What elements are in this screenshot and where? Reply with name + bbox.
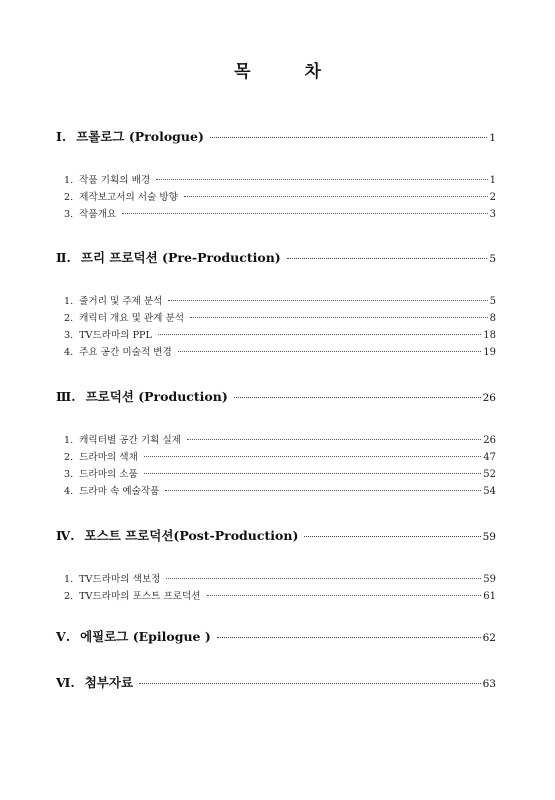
toc-page-number: 26 — [482, 392, 496, 404]
toc-page-number: 19 — [483, 347, 496, 358]
toc-section-entry[interactable] — [64, 206, 496, 220]
toc-entry-label — [64, 172, 150, 186]
toc-entry-text: 작품 기획의 배경 — [79, 175, 151, 186]
toc-entry-label — [56, 673, 133, 691]
toc-entry-label — [64, 206, 116, 220]
toc-entry-label — [64, 571, 160, 585]
toc-entry-text: 캐릭터별 공간 기획 실제 — [79, 435, 181, 446]
toc-entry-text: 첨부자료 — [84, 675, 134, 690]
dot-leader — [144, 456, 481, 457]
toc-section-entry[interactable] — [64, 189, 496, 203]
dot-leader — [287, 258, 488, 259]
toc-entry-text: 프로덕션 (Production) — [85, 389, 228, 404]
toc-entry-label — [56, 387, 228, 405]
toc-entry-number: 4. — [64, 486, 74, 497]
toc-section-entry[interactable] — [64, 588, 496, 602]
toc-entry-number: 2. — [64, 591, 74, 602]
dot-leader — [187, 439, 481, 440]
toc-entry-text: 작품개요 — [79, 209, 117, 220]
toc-entry-text: 캐릭터 개요 및 관계 분석 — [79, 313, 185, 324]
toc-entry-number: 2. — [64, 452, 74, 463]
toc-entry-label — [64, 483, 159, 497]
toc-page-number: 5 — [489, 296, 496, 307]
toc-entry-label — [56, 526, 298, 544]
toc-page-number: 8 — [489, 313, 496, 324]
toc-entry-label — [64, 432, 181, 446]
toc-entry-number: Ⅵ. — [56, 675, 75, 690]
toc-section-entry[interactable] — [64, 466, 496, 480]
dot-leader — [207, 595, 482, 596]
toc-chapter-entry[interactable] — [56, 526, 496, 544]
toc-entry-text: 프리 프로덕션 (Pre-Production) — [80, 250, 281, 265]
toc-entry-number: 2. — [64, 313, 74, 324]
toc-section-entry[interactable] — [64, 293, 496, 307]
toc-entry-text: 드라마 속 예술작품 — [79, 486, 160, 497]
toc-chapter-entry[interactable] — [56, 127, 496, 145]
toc-entry-number: 1. — [64, 435, 74, 446]
dot-leader — [178, 351, 482, 352]
toc-chapter-entry[interactable] — [56, 248, 496, 266]
toc-entry-text: 에필로그 (Epilogue ) — [80, 629, 211, 644]
toc-entry-number: 1. — [64, 175, 74, 186]
dot-leader — [165, 490, 481, 491]
toc-entry-text: 줄거리 및 주제 분석 — [79, 296, 163, 307]
toc-entry-number: 2. — [64, 192, 74, 203]
toc-page-number: 59 — [483, 574, 496, 585]
toc-section-entry[interactable] — [64, 449, 496, 463]
toc-entry-label — [56, 627, 211, 645]
toc-entry-number: Ⅱ. — [56, 250, 71, 265]
toc-entry-text: TV드라마의 포스트 프로덕션 — [79, 591, 201, 602]
toc-entry-text: 제작보고서의 서술 방향 — [79, 192, 178, 203]
toc-entry-text: TV드라마의 PPL — [79, 330, 152, 341]
toc-chapter-entry[interactable] — [56, 387, 496, 405]
toc-entry-number: 3. — [64, 469, 74, 480]
toc-entry-text: 프롤로그 (Prologue) — [76, 129, 204, 144]
toc-page-number: 2 — [489, 192, 496, 203]
toc-section-entry[interactable] — [64, 310, 496, 324]
dot-leader — [234, 397, 481, 398]
toc-entry-label — [64, 310, 184, 324]
toc-page-number: 62 — [482, 632, 496, 644]
toc-entry-number: Ⅲ. — [56, 389, 76, 404]
toc-entry-label — [64, 449, 138, 463]
toc-entry-number: 3. — [64, 330, 74, 341]
toc-section-entry[interactable] — [64, 327, 496, 341]
toc-page-number: 61 — [483, 591, 496, 602]
dot-leader — [210, 137, 487, 138]
toc-section-entry[interactable] — [64, 483, 496, 497]
toc-entry-label — [64, 466, 138, 480]
dot-leader — [139, 683, 481, 684]
toc-page-number: 59 — [482, 531, 496, 543]
toc-page-number: 54 — [483, 486, 496, 497]
page-title: 목 차 — [234, 62, 345, 82]
toc-section-entry[interactable] — [64, 432, 496, 446]
toc-entry-text: 주요 공간 미술적 변경 — [79, 347, 172, 358]
dot-leader — [166, 578, 481, 579]
dot-leader — [122, 213, 487, 214]
toc-page-number: 52 — [483, 469, 496, 480]
toc-entry-text: TV드라마의 색보정 — [79, 574, 161, 585]
dot-leader — [217, 637, 481, 638]
toc-entry-number: Ⅰ. — [56, 129, 67, 144]
toc-entry-label — [64, 588, 201, 602]
toc-entry-text: 드라마의 색채 — [79, 452, 138, 463]
dot-leader — [156, 179, 487, 180]
toc-page-number: 63 — [482, 678, 496, 690]
toc-page-number: 1 — [489, 132, 496, 144]
toc-entry-label — [56, 248, 281, 266]
dot-leader — [304, 536, 480, 537]
toc-entry-text: 드라마의 소품 — [79, 469, 138, 480]
toc-page-number: 3 — [489, 209, 496, 220]
toc-section-entry[interactable] — [64, 172, 496, 186]
toc-entry-number: Ⅳ. — [56, 528, 75, 543]
dot-leader — [144, 473, 481, 474]
toc-entry-text: 포스트 프로덕션(Post-Production) — [84, 528, 299, 543]
toc-entry-label — [64, 293, 162, 307]
toc-entry-number: 1. — [64, 296, 74, 307]
toc-chapter-entry[interactable] — [56, 627, 496, 645]
toc-section-entry[interactable] — [64, 344, 496, 358]
dot-leader — [168, 300, 487, 301]
toc-entry-number: 3. — [64, 209, 74, 220]
toc-page-number: 47 — [483, 452, 496, 463]
dot-leader — [158, 334, 481, 335]
toc-entry-number: 1. — [64, 574, 74, 585]
toc-entry-label — [64, 189, 178, 203]
toc-entry-number: 4. — [64, 347, 74, 358]
toc-entry-label — [64, 327, 152, 341]
toc-page-number: 1 — [489, 175, 496, 186]
toc-section-entry[interactable] — [64, 571, 496, 585]
toc-entry-label — [56, 127, 204, 145]
toc-page-number: 5 — [489, 253, 496, 265]
dot-leader — [184, 196, 488, 197]
dot-leader — [190, 317, 488, 318]
toc-entry-number: Ⅴ. — [56, 629, 71, 644]
toc-chapter-entry[interactable] — [56, 673, 496, 691]
toc-page-number: 18 — [483, 330, 496, 341]
toc-page-number: 26 — [483, 435, 496, 446]
toc-entry-label — [64, 344, 172, 358]
